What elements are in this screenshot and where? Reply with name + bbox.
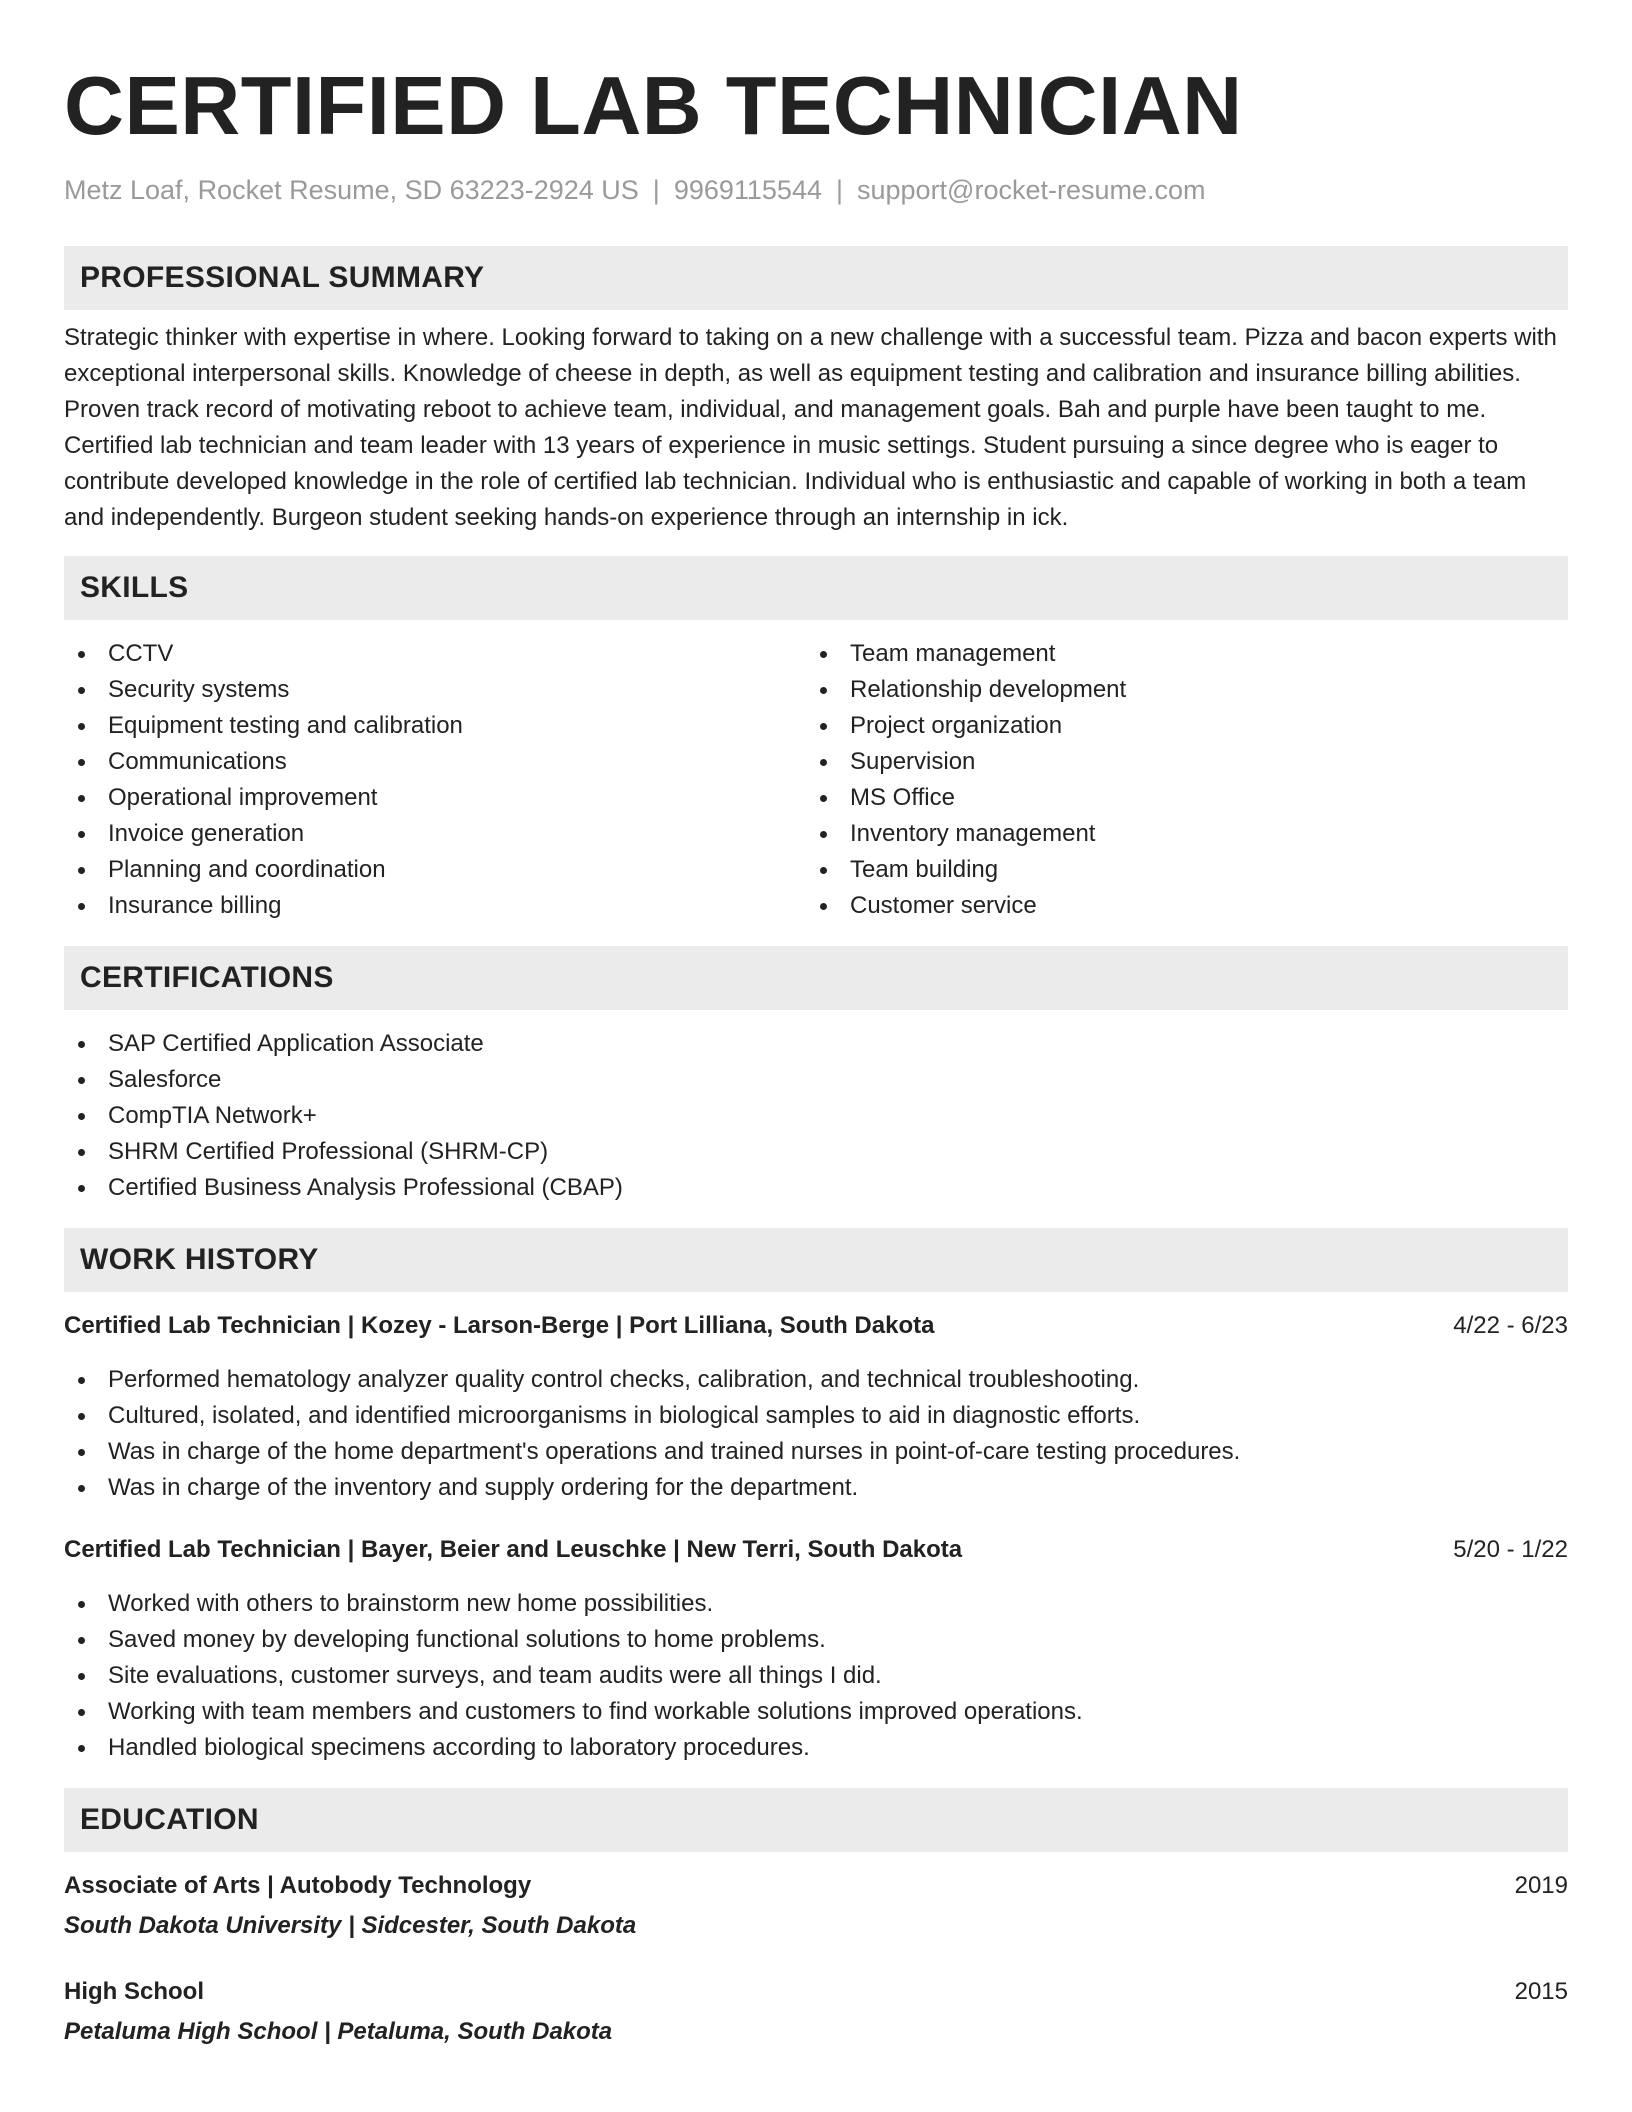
skill-item: Inventory management [806,816,1548,852]
skill-item: Equipment testing and calibration [64,708,806,744]
job-duty: Was in charge of the home department's operations and trained nurses in point-of-care testing procedures. [64,1434,1568,1470]
skill-item: Project organization [806,708,1548,744]
job-duty: Working with team members and customers to find workable solutions improved operations. [64,1694,1568,1730]
job-duties [64,1586,1568,1766]
education-entry [64,1974,1568,2050]
skill-item: Operational improvement [64,780,806,816]
skills-heading: SKILLS [64,556,1568,620]
job-duty: Worked with others to brainstorm new home possibilities. [64,1586,1568,1622]
skill-item: Customer service [806,888,1548,924]
education-degree: Associate of Arts | Autobody Technology [64,1872,532,1899]
skills-column-left [64,636,806,924]
job-header [64,1532,1568,1568]
summary-heading: PROFESSIONAL SUMMARY [64,246,1568,310]
education-heading: EDUCATION [64,1788,1568,1852]
job-duty: Cultured, isolated, and identified microorganisms in biological samples to aid in diagnostic efforts. [64,1398,1568,1434]
job-duty: Saved money by developing functional solutions to home problems. [64,1622,1568,1658]
skills-column-right [806,636,1548,924]
skill-item: Communications [64,744,806,780]
certification-item: SAP Certified Application Associate [64,1026,1568,1062]
contact-separator: | [835,175,843,205]
certification-item: Certified Business Analysis Professional (CBAP) [64,1170,1568,1206]
skill-item: MS Office [806,780,1548,816]
contact-separator: | [652,175,660,205]
education-entry [64,1868,1568,1944]
skill-item: Invoice generation [64,816,806,852]
contact-phone: 9969115544 [673,175,822,205]
skill-item: CCTV [64,636,806,672]
certifications-list [64,1026,1568,1206]
certification-item: Salesforce [64,1062,1568,1098]
certification-item: SHRM Certified Professional (SHRM-CP) [64,1134,1568,1170]
certification-item: CompTIA Network+ [64,1098,1568,1134]
education-degree: High School [64,1978,204,2005]
job-title: Certified Lab Technician | Bayer, Beier and Leuschke | New Terri, South Dakota [64,1536,963,1563]
job-entry [64,1308,1568,1506]
contact-address: Metz Loaf, Rocket Resume, SD 63223-2924 US [64,175,639,205]
skill-item: Insurance billing [64,888,806,924]
job-duty: Performed hematology analyzer quality control checks, calibration, and technical troubleshooting. [64,1362,1568,1398]
education-year: 2019 [1514,1872,1568,1899]
education-year: 2015 [1514,1978,1568,2005]
contact-line [64,172,1568,208]
education-school: South Dakota University | Sidcester, South Dakota [64,1912,637,1939]
skill-item: Planning and coordination [64,852,806,888]
summary-text: Strategic thinker with expertise in where. Looking forward to taking on a new challenge with a successful team. Pizza and bacon experts with exceptional interpersonal skills. Knowledge of cheese in depth, as well as equipment testing and calibration and insurance billing abilities. Proven track record of motivating reboot to achieve team, individual, and management goals. Bah and purple have been taught to me. Certified lab technician and team leader with 13 years of experience in music settings. Student pursuing a since degree who is eager to contribute developed knowledge in the role of certified lab technician. Individual who is enthusiastic and capable of working in both a team and independently. Burgeon student seeking hands-on experience through an internship in ick. [64,324,1557,531]
job-duty: Site evaluations, customer surveys, and team audits were all things I did. [64,1658,1568,1694]
job-duties [64,1362,1568,1506]
education-header [64,1868,1568,1904]
education-header [64,1974,1568,2010]
skill-item: Team management [806,636,1548,672]
certifications-heading: CERTIFICATIONS [64,946,1568,1010]
job-duty: Was in charge of the inventory and supply ordering for the department. [64,1470,1568,1506]
candidate-name: CERTIFIED LAB TECHNICIAN [64,59,1243,152]
skill-item: Security systems [64,672,806,708]
work-history-heading: WORK HISTORY [64,1228,1568,1292]
skills-list [64,636,1568,924]
job-title: Certified Lab Technician | Kozey - Larson-Berge | Port Lilliana, South Dakota [64,1312,935,1339]
education-school: Petaluma High School | Petaluma, South Dakota [64,2018,613,2045]
contact-email: support@rocket-resume.com [857,175,1206,205]
job-header [64,1308,1568,1344]
job-entry [64,1532,1568,1766]
job-duty: Handled biological specimens according to laboratory procedures. [64,1730,1568,1766]
skill-item: Supervision [806,744,1548,780]
skill-item: Relationship development [806,672,1548,708]
job-dates: 5/20 - 1/22 [1453,1536,1568,1563]
skill-item: Team building [806,852,1548,888]
job-dates: 4/22 - 6/23 [1453,1312,1568,1339]
